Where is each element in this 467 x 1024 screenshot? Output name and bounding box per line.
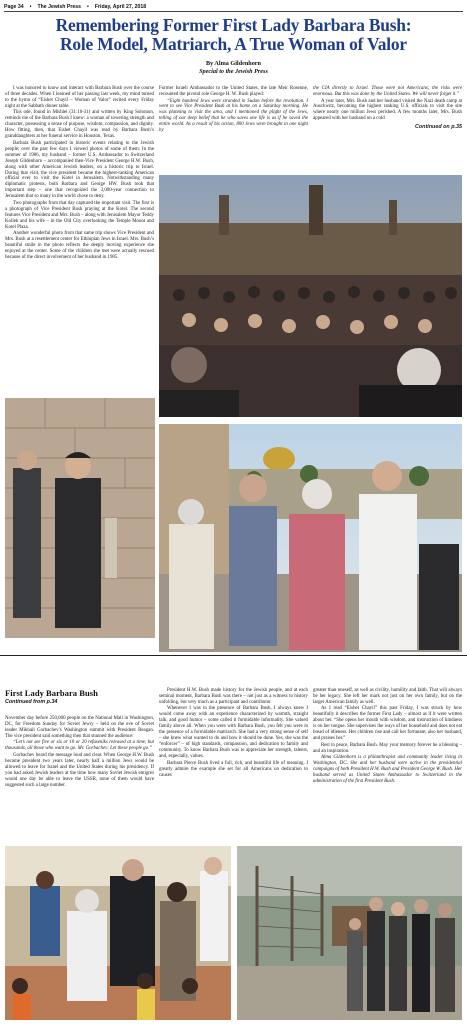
paragraph: Barbara Pierce Bush lived a full, rich, and beautiful life of meaning. I greatly admire the example she set for all Americans on dedication to causes xyxy=(159,760,308,778)
paper-name: The Jewish Press xyxy=(37,3,81,10)
headline-line-2: Role Model, Matriarch, A True Woman of Valor xyxy=(60,34,407,54)
auschwitz-visit-photo xyxy=(237,846,462,1020)
article-column-3 xyxy=(313,86,462,131)
paragraph: Rest in peace, Barbara Bush. May your memory forever be a blessing – and an inspiration. xyxy=(313,742,462,754)
author-bio: Alma Gildenhorn is a philanthropist and community leader living in Washington, DC. She and her husband were active in the presidential campaigns of both President H.W. Bush and President George W. Bush. Her husband served as United States Ambassador to Switzerland in the administration of the first President Bush. xyxy=(313,755,462,785)
folio-bullet: • xyxy=(87,3,89,10)
old-city-group-photo xyxy=(159,424,462,652)
issue-date: Friday, April 27, 2018 xyxy=(94,3,147,10)
paragraph: As I read “Eishet Chayil” this past Friday, I was struck by how beautifully it describes the former First Lady – almost as if it were written about her. “She opens her mouth with wisdom, and instruction of kindness is on her tongue. She supervises the ways of her household and does not eat bread of idleness. Her children rise and call her fortunate; also her husband, and praises her.” xyxy=(313,706,462,742)
article-column-2 xyxy=(159,86,308,135)
continued-on-label: Continued on p.35 xyxy=(414,124,462,131)
continuation-column-3 xyxy=(313,688,462,786)
folio-line xyxy=(4,2,463,12)
paragraph: Former Israeli Ambassador to the United States, the late Meir Rosenne, recounted the pivotal role George H. W. Bush played: xyxy=(159,86,308,97)
quote-paragraph: the CIA directly to Israel. Those were not Americans; the risks were enormous. But this was done by the United States. We will never forget it.” xyxy=(313,86,462,97)
paragraph: I was honored to know and interact with Barbara Bush over the course of three decades. When I learned of her passing last week, my mind turned to the hymn of “Eishet Chayil – Woman of Valor” recited every Friday night at the Sabbath dinner table. xyxy=(5,86,154,109)
byline-author: By Alma Gildenhorn xyxy=(205,60,261,67)
kotel-prayer-photo xyxy=(5,398,155,638)
continuation-column-2 xyxy=(159,688,308,779)
paragraph: A year later, Mrs. Bush and her husband visited the Nazi death camp at Auschwitz, becoming the highest ranking U.S. officials to visit the site where nearly one million Jews perished. A few months later, Mrs. Bush appeared with her husband on a cold xyxy=(313,98,462,122)
folio-bullet: • xyxy=(29,3,32,10)
quote-paragraph: “Let’s not see five or six or 10 or 20 refuseniks released at a time, but thousands, all those who want to go. Mr. Gorbachev: Let these people go.” xyxy=(5,740,154,752)
paragraph: November day before 250,000 people on the National Mall in Washington, DC, for Freedom Sunday for Soviet Jewry – held on the eve of Soviet leader Mikhail Gorbachev’s Washington summit with President Reagan. The vice president said something then that stunned the audience: xyxy=(5,716,154,739)
byline-org: Special to the Jewish Press xyxy=(199,68,268,75)
byline xyxy=(0,60,467,76)
article-column-1 xyxy=(5,86,154,262)
continuation-headline: First Lady Barbara Bush xyxy=(5,688,98,698)
paragraph: greater than oneself, as well as civility, humility and faith. That will always be her legacy. She left her mark not just on her own family, but on the larger American family as well. xyxy=(313,688,462,705)
paragraph: Whenever I was in the presence of Barbara Bush, I always knew I would come away with an experience characterized by warmth, straight talk, and good humor – some called it formidable informality. She valued family above all. When you were with Barbara Bush, you felt you were in the presence of a formidable matriarch. She had a very strong sense of self – she knew what wanted to do and how it should be done. Yes, she was the “enforcer” – of high standards, compassion, and dedication to family and community. To know Barbara Bush was to appreciate her strength, talents, and, especially, values. xyxy=(159,706,308,760)
paragraph: This ode, found in Mishlei (31:10-31) and written by King Solomon, reminds me of the Barbara Bush I knew: a woman of towering strength and character, possessing a sense of purpose, wisdom, compassion, and dignity. How fitting, then, that Eishet Chayil was read by Barbara Bush’s granddaughters at her funeral service in Houston, Texas. xyxy=(5,110,154,140)
page-number: Page 34 xyxy=(4,3,24,10)
quote-paragraph: “Eight hundred Jews were stranded in Sudan before the revolution. I went to see Vice President Bush at his home on a Saturday morning. He was planning to visit the area, and I mentioned the plight of the Jews, telling of our deep belief that he who saves one life is as if he saved the entire world. As a result of his action, 800 Jews were brought in one night by xyxy=(159,98,308,134)
crowd-photo xyxy=(159,175,462,417)
continuation-column-1 xyxy=(5,716,154,789)
section-divider xyxy=(0,655,467,656)
headline-line-1: Remembering Former First Lady Barbara Bush: xyxy=(55,15,412,35)
continued-from-label: Continued from p.34 xyxy=(5,699,58,705)
article-headline xyxy=(10,16,457,54)
paragraph: Another wonderful photo from that same trip shows Vice President and Mrs. Bush at a resettlement center for Ethiopian Jews in Israel. Mrs. Bush’s beautiful smile in the photo reflects the deeply moving experience she enjoyed at the center. Some of the children she met were actually rescued because of the direct involvement of her husband in 1985. xyxy=(5,231,154,261)
resettlement-center-photo xyxy=(5,846,231,1020)
paragraph: Barbara Bush participated in historic events relating to the Jewish people; over the past few days I viewed photos of some of them: In the summer of 1986, my husband – former U.S. Ambassador to Switzerland Joseph Gildenhorn – accompanied then-Vice President George H.W. Bush, along with other American Jewish leaders, on a historic trip to Israel. During that visit, the vice president became the highest-ranking American official ever to visit the Kotel in Jerusalem. Notwithstanding many diplomatic protests, both Barbara and George HW. Bush took that important step – one that recognized the 3,000-year connection to Jerusalem that so many in the world chose to deny. xyxy=(5,140,154,200)
paragraph: President H.W. Bush made history for the Jewish people, and at each seminal moment, Barbara Bush was there – not just as a witness to history unfolding, but very much as a participant and contributor. xyxy=(159,688,308,705)
paragraph: Two photographs from that day captured the important visit. The first is a photograph of Vice President Bush praying at the Kotel. The second features Vice President and Mrs. Bush – along with Jerusalem Mayor Teddy Kollek and his wife – in the Old City overlooking the Temple Mount and Kotel Plaza. xyxy=(5,200,154,230)
paragraph: Gorbachev heard the message loud and clear. When George H.W. Bush became president two years later, nearly half a million Jews would be allowed to leave for Israel and the United States during his presidency. If you had asked Jewish leaders at the time how many Soviet Jewish emigres would one day be able to leave the USSR, none of them would have suggested such a large number. xyxy=(5,752,154,788)
